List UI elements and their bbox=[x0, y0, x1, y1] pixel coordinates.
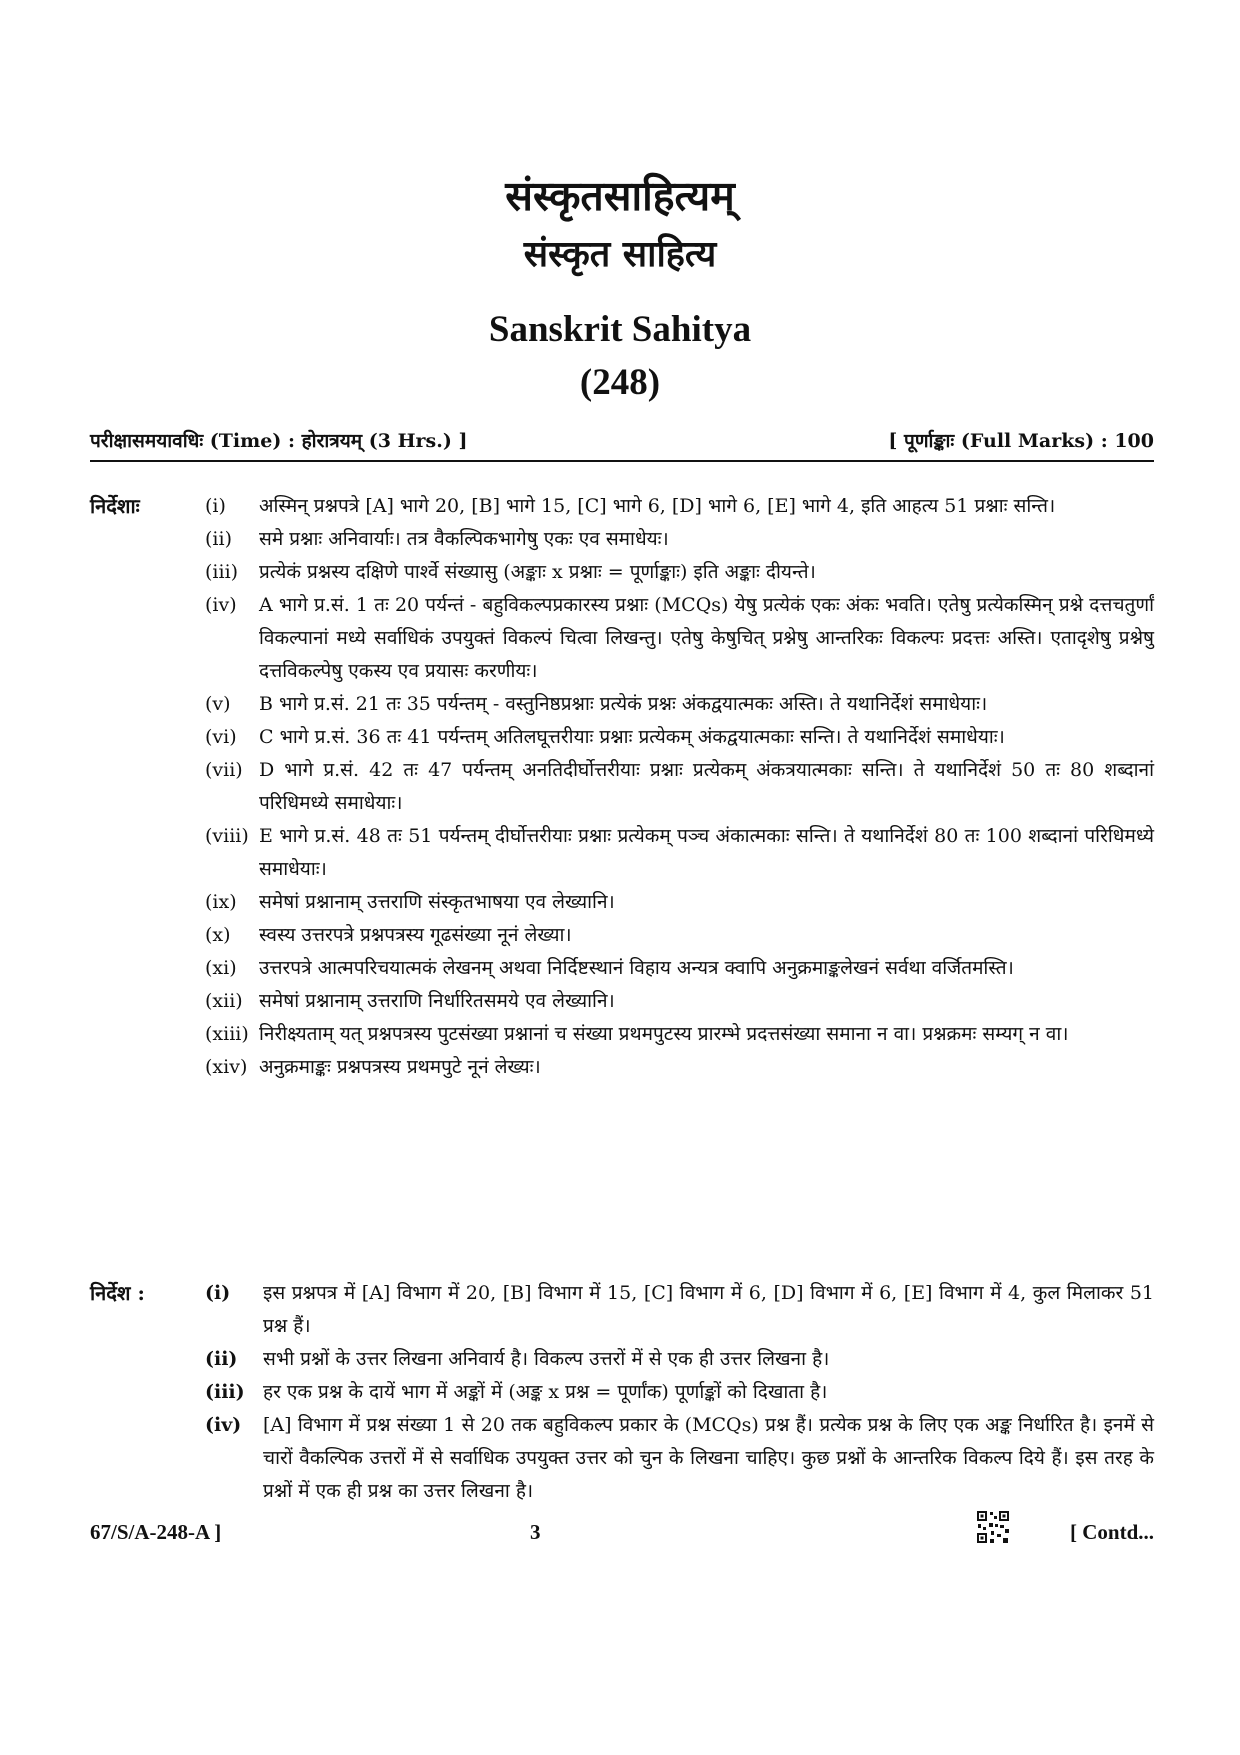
qr-code-icon bbox=[976, 1510, 1010, 1544]
item-text: अस्मिन् प्रश्नपत्रे [A] भागे 20, [B] भागे 15, [C] भागे 6, [D] भागे 6, [E] भागे 4, इति आहत्य 51 प्रश्नाः सन्ति। bbox=[259, 495, 1056, 517]
list-item bbox=[205, 952, 1154, 985]
paper-code: 67/S/A-248-A ] bbox=[90, 1520, 222, 1544]
item-number: (iii) bbox=[205, 561, 239, 583]
item-number: (xii) bbox=[205, 990, 243, 1012]
list-item bbox=[205, 754, 1154, 820]
item-number: (iv) bbox=[205, 594, 237, 616]
item-number: (viii) bbox=[205, 825, 249, 847]
item-number: (ii) bbox=[205, 528, 232, 550]
list-item bbox=[205, 490, 1154, 523]
item-number: (xi) bbox=[205, 957, 237, 979]
list-item bbox=[205, 721, 1154, 754]
list-item bbox=[205, 886, 1154, 919]
item-number: (vii) bbox=[205, 759, 243, 781]
item-number: (i) bbox=[205, 1282, 231, 1304]
title-english: Sanskrit Sahitya bbox=[488, 309, 752, 350]
item-text: B भागे प्र.सं. 21 तः 35 पर्यन्तम् - वस्तुनिष्ठप्रश्नाः प्रत्येकं प्रश्नः अंकद्वयात्मकः अस्ति। ते यथानिर्देशं समाधेयाः। bbox=[259, 693, 988, 715]
list-item bbox=[205, 1018, 1154, 1051]
item-text: प्रत्येकं प्रश्नस्य दक्षिणे पार्श्वे संख्यासु (अङ्काः x प्रश्नाः = पूर्णाङ्काः) इति अङ्काः दीयन्ते। bbox=[259, 561, 816, 583]
page-footer bbox=[90, 1520, 1154, 1550]
list-item bbox=[205, 919, 1154, 952]
list-item bbox=[205, 523, 1154, 556]
instructions-hindi-heading: निर्देश : bbox=[90, 1281, 145, 1305]
item-number: (v) bbox=[205, 693, 231, 715]
item-number: (i) bbox=[205, 495, 226, 517]
item-text: स्वस्य उत्तरपत्रे प्रश्नपत्रस्य गूढसंख्या नूनं लेख्या। bbox=[259, 924, 572, 946]
exam-info-row bbox=[90, 427, 1154, 462]
exam-full-marks: [ पूर्णाङ्काः (Full Marks) : 100 bbox=[888, 430, 1154, 452]
list-item bbox=[205, 820, 1154, 886]
continued-label: [ Contd... bbox=[1069, 1520, 1154, 1544]
item-number: (x) bbox=[205, 924, 231, 946]
list-item bbox=[205, 985, 1154, 1018]
item-text: निरीक्ष्यताम् यत् प्रश्नपत्रस्य पुटसंख्या प्रश्नानां च संख्या प्रथमपुटस्य प्रारम्भे प्रदत्तसंख्या समाना न वा। प्रश्नक्रमः सम्यग् न वा। bbox=[259, 1023, 1069, 1045]
item-number: (vi) bbox=[205, 726, 237, 748]
list-item bbox=[205, 1376, 1154, 1409]
item-text: समेषां प्रश्नानाम् उत्तराणि निर्धारितसमये एव लेख्यानि। bbox=[259, 990, 615, 1012]
title-hindi: संस्कृत साहित्य bbox=[523, 233, 717, 275]
item-number: (ii) bbox=[205, 1348, 238, 1370]
item-text: [A] विभाग में प्रश्न संख्या 1 से 20 तक बहुविकल्प प्रकार के (MCQs) प्रश्न हैं। प्रत्येक प्रश्न के लिए एक अङ्क निर्धारित है। इनमें से चारों वैकल्पिक उत्तरों में से सर्वाधिक उपयुक्त उत्तर को चुन के लिखना चाहिए। कुछ प्रश्नों के आन्तरिक विकल्प दिये हैं। इस तरह के प्रश्नों में एक ही प्रश्न का उत्तर लिखना है। bbox=[263, 1414, 1154, 1502]
title-block bbox=[0, 168, 1240, 408]
item-text: C भागे प्र.सं. 36 तः 41 पर्यन्तम् अतिलघूत्तरीयाः प्रश्नाः प्रत्येकम् अंकद्वयात्मकाः सन्ति। ते यथानिर्देशं समाधेयाः। bbox=[259, 726, 1005, 748]
item-text: हर एक प्रश्न के दायें भाग में अङ्कों में (अङ्क x प्रश्न = पूर्णांक) पूर्णाङ्कों को दिखाता है। bbox=[263, 1381, 828, 1403]
list-item bbox=[205, 1277, 1154, 1343]
list-item bbox=[205, 688, 1154, 721]
item-text: D भागे प्र.सं. 42 तः 47 पर्यन्तम् अनतिदीर्घोत्तरीयाः प्रश्नाः प्रत्येकम् अंकत्रयात्मकाः सन्ति। ते यथानिर्देशं 50 तः 80 शब्दानां परिधिमध्ये समाधेयाः। bbox=[259, 759, 1154, 814]
instructions-sanskrit-heading: निर्देशाः bbox=[90, 494, 140, 518]
title-sanskrit: संस्कृतसाहित्यम् bbox=[505, 172, 735, 220]
list-item bbox=[205, 589, 1154, 688]
list-item bbox=[205, 1343, 1154, 1376]
item-text: उत्तरपत्रे आत्मपरिचयात्मकं लेखनम् अथवा निर्दिष्टस्थानं विहाय अन्यत्र क्वापि अनुक्रमाङ्कलेखनं सर्वथा वर्जितमस्ति। bbox=[259, 957, 1014, 979]
item-text: इस प्रश्नपत्र में [A] विभाग में 20, [B] विभाग में 15, [C] विभाग में 6, [D] विभाग में 6, [E] विभाग में 4, कुल मिलाकर 51 प्रश्न हैं। bbox=[263, 1282, 1154, 1337]
list-item bbox=[205, 1051, 1154, 1084]
subject-code: (248) bbox=[579, 362, 661, 403]
item-text: E भागे प्र.सं. 48 तः 51 पर्यन्तम् दीर्घोत्तरीयाः प्रश्नाः प्रत्येकम् पञ्च अंकात्मकाः सन्ति। ते यथानिर्देशं 80 तः 100 शब्दानां परिधिमध्ये समाधेयाः। bbox=[259, 825, 1154, 880]
instructions-sanskrit bbox=[90, 490, 1154, 1084]
item-text: समे प्रश्नाः अनिवार्याः। तत्र वैकल्पिकभागेषु एकः एव समाधेयः। bbox=[259, 528, 669, 550]
item-text: समेषां प्रश्नानाम् उत्तराणि संस्कृतभाषया एव लेख्यानि। bbox=[259, 891, 615, 913]
item-number: (xiv) bbox=[205, 1056, 248, 1078]
item-text: A भागे प्र.सं. 1 तः 20 पर्यन्तं - बहुविकल्पप्रकारस्य प्रश्नाः (MCQs) येषु प्रत्येकं एकः अंकः भवति। एतेषु प्रत्येकस्मिन् प्रश्ने दत्तचतुर्णां विकल्पानां मध्ये सर्वाधिकं उपयुक्तं विकल्पं चित्वा लिखन्तु। एतेषु केषुचित् प्रश्नेषु आन्तरिकः विकल्पः प्रदत्तः अस्ति। एतादृशेषु प्रश्नेषु दत्तविकल्पेषु एकस्य एव प्रयासः करणीयः। bbox=[259, 594, 1154, 682]
item-text: सभी प्रश्नों के उत्तर लिखना अनिवार्य है। विकल्प उत्तरों में से एक ही उत्तर लिखना है। bbox=[263, 1348, 830, 1370]
page-number: 3 bbox=[530, 1520, 541, 1544]
item-number: (iv) bbox=[205, 1414, 242, 1436]
instructions-hindi bbox=[90, 1277, 1154, 1508]
item-number: (xiii) bbox=[205, 1023, 249, 1045]
list-item bbox=[205, 556, 1154, 589]
item-text: अनुक्रमाङ्कः प्रश्नपत्रस्य प्रथमपुटे नूनं लेख्यः। bbox=[259, 1056, 541, 1078]
item-number: (ix) bbox=[205, 891, 237, 913]
list-item bbox=[205, 1409, 1154, 1508]
exam-time: परीक्षासमयावधिः (Time) : होरात्रयम् (3 Hrs.) ] bbox=[90, 430, 468, 452]
item-number: (iii) bbox=[205, 1381, 245, 1403]
